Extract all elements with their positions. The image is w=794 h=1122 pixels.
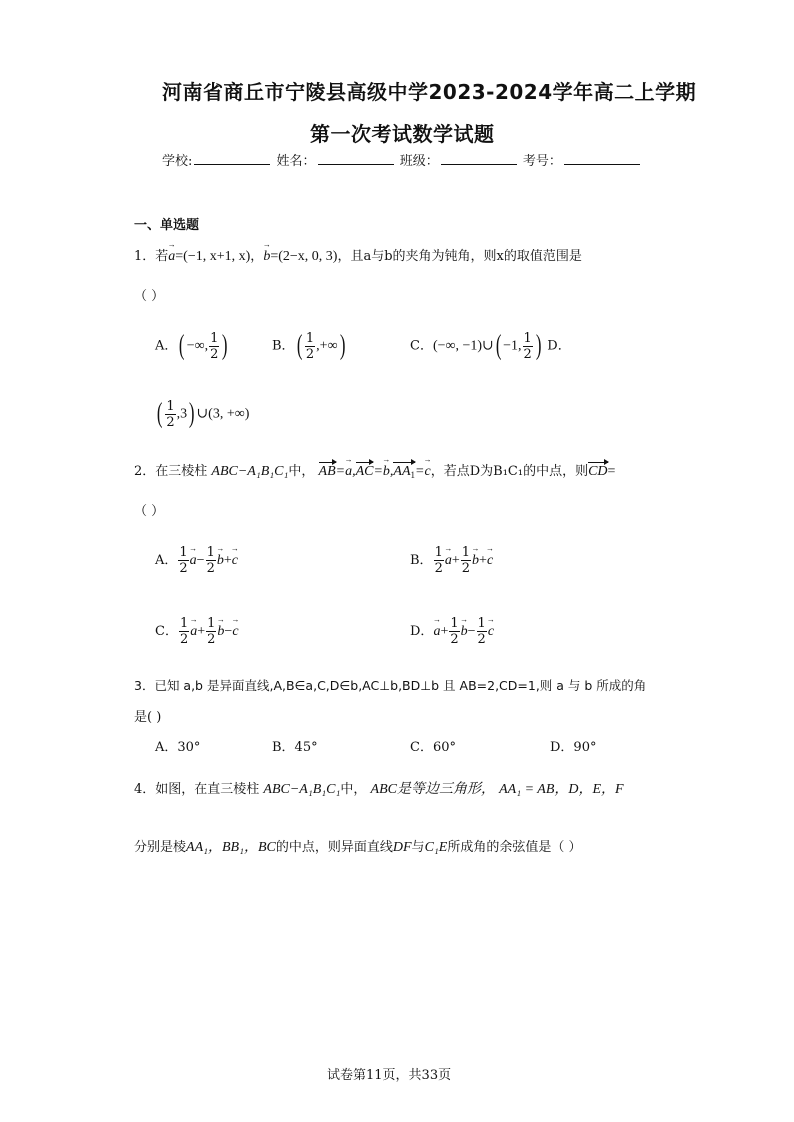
q1-option-a-label: A． [155, 338, 178, 354]
q1-number: 1．若 [134, 249, 169, 264]
q4-text-c: 的中点，则异面直线 [275, 840, 393, 855]
q4-triangle: ABC是等边三角形， [370, 782, 495, 797]
q2-option-b-label: B． [410, 553, 433, 568]
q2-paren: （ ） [134, 504, 165, 519]
q1-option-b-label: B． [272, 338, 295, 354]
fraction-one-half: $\frac{1}{2}$ [210, 330, 219, 362]
q2-option-d-label: D． [410, 624, 434, 639]
name-label: 姓名： [276, 154, 316, 169]
q4-equality: AA₁ = AB，D，E，F [499, 782, 624, 797]
q2-mid: 中， [288, 464, 315, 479]
q2-option-a-label: A． [155, 553, 178, 568]
q2-option-b[interactable]: B． $\frac{1}{2}$ → a+ $\frac{1}{2}$ → b+→ c [410, 545, 493, 576]
class-blank[interactable] [441, 153, 517, 165]
q4-mid: 中， [340, 782, 367, 797]
title-line-2: 第一次考试数学试题 [310, 122, 495, 146]
q1-option-d-interval: ∪(3, +∞) [196, 406, 250, 422]
q1-stem: 1．若→ a=(−1, x+1, x)，→ b=(2−x, 0, 3)，且a与b的夹角为钝角，则x的取值范围是 [134, 245, 582, 265]
q2-option-c-label: C． [155, 624, 178, 639]
q2-option-c[interactable]: C． $\frac{1}{2}$ → a+ $\frac{1}{2}$ → b−→ c [155, 616, 239, 647]
q1-option-d[interactable]: ( $\frac{1}{2}$ ,3) ∪(3, +∞) [156, 398, 250, 430]
q1-paren: （ ） [134, 289, 165, 304]
q4-edges: AA₁，BB₁，BC [186, 840, 276, 855]
q1-a-definition: =(−1, x+1, x) [175, 249, 251, 264]
q3-line-1: 3．已知 a,b 是异面直线,A,B∈a,C,D∈b,AC⊥b,BD⊥b 且 AB=2,CD=1,则 a 与 b 所成的角 [134, 678, 647, 693]
q2-option-a[interactable]: A． $\frac{1}{2}$ → a− $\frac{1}{2}$ → b+→ c [155, 545, 238, 576]
vector-b: → b [263, 249, 270, 265]
fraction-one-half: $\frac{1}{2}$ [305, 330, 315, 362]
school-label: 学校: [162, 154, 193, 169]
q1-option-c[interactable]: C．(−∞, −1)∪( −1, $\frac{1}{2}$ ) D． [410, 330, 571, 362]
q2-stem: 2．在三棱柱 ABC−A₁B₁C₁中， $AB=\to a,AC=\to b,AA_1=\to c$，若点D为B₁C₁的中点，则CD= [134, 460, 615, 480]
school-blank[interactable] [194, 153, 270, 165]
q1-option-c-interval: (−∞, −1)∪ [432, 338, 494, 354]
name-blank[interactable] [318, 153, 394, 165]
fraction-one-half: $\frac{1}{2}$ [166, 398, 175, 430]
q3-option-c[interactable]: C．60° [410, 740, 456, 755]
q1-option-c-label: C． [410, 338, 433, 354]
number-label: 考号： [522, 154, 562, 169]
q4-number: 4．如图，在直三棱柱 [134, 782, 260, 797]
q1-option-a[interactable]: A．( −∞, $\frac{1}{2}$ ) [155, 330, 228, 362]
title-line-1: 河南省商丘市宁陵县高级中学2023-2024学年高二上学期 [162, 80, 697, 104]
q4-text-a: 分别是棱 [134, 840, 187, 855]
q3-option-d[interactable]: D．90° [550, 740, 597, 755]
q4-line-c1e: C₁E [424, 840, 448, 855]
q3-option-b[interactable]: B．45° [272, 740, 318, 755]
q2-number: 2．在三棱柱 [134, 464, 208, 479]
q1-condition: ，且a与b的夹角为钝角，则x的取值范围是 [337, 249, 582, 264]
number-blank[interactable] [564, 153, 640, 165]
q2-prism: ABC−A₁B₁C₁ [211, 464, 289, 479]
q3-option-a[interactable]: A．30° [155, 740, 201, 755]
q1-option-b[interactable]: B．( $\frac{1}{2}$ ,+∞) [272, 330, 346, 362]
student-info-line [162, 150, 642, 169]
q3-line-2: 是( ) [134, 710, 162, 725]
q1-option-d-label: D． [547, 338, 571, 354]
page-footer: 试卷第11页，共33页 [327, 1068, 452, 1083]
q4-line-df: DF [392, 840, 412, 855]
q4-line-2 [134, 836, 581, 856]
section-heading: 一、单选题 [134, 218, 200, 233]
q4-text-g: 所成角的余弦值是（ ） [447, 840, 582, 855]
q1-b-definition: =(2−x, 0, 3) [270, 249, 338, 264]
q4-prism: ABC−A₁B₁C₁ [263, 782, 341, 797]
vector-a: → a [168, 249, 175, 265]
q4-text-e: 与 [411, 840, 425, 855]
class-label: 班级： [399, 154, 439, 169]
q2-option-d[interactable]: D．→ a+ $\frac{1}{2}$ → b− $\frac{1}{2}$ → c [410, 616, 494, 647]
q4-line-1 [134, 778, 624, 798]
q2-condition: 若点D为B₁C₁的中点，则 [443, 464, 589, 479]
fraction-one-half: $\frac{1}{2}$ [523, 330, 532, 362]
